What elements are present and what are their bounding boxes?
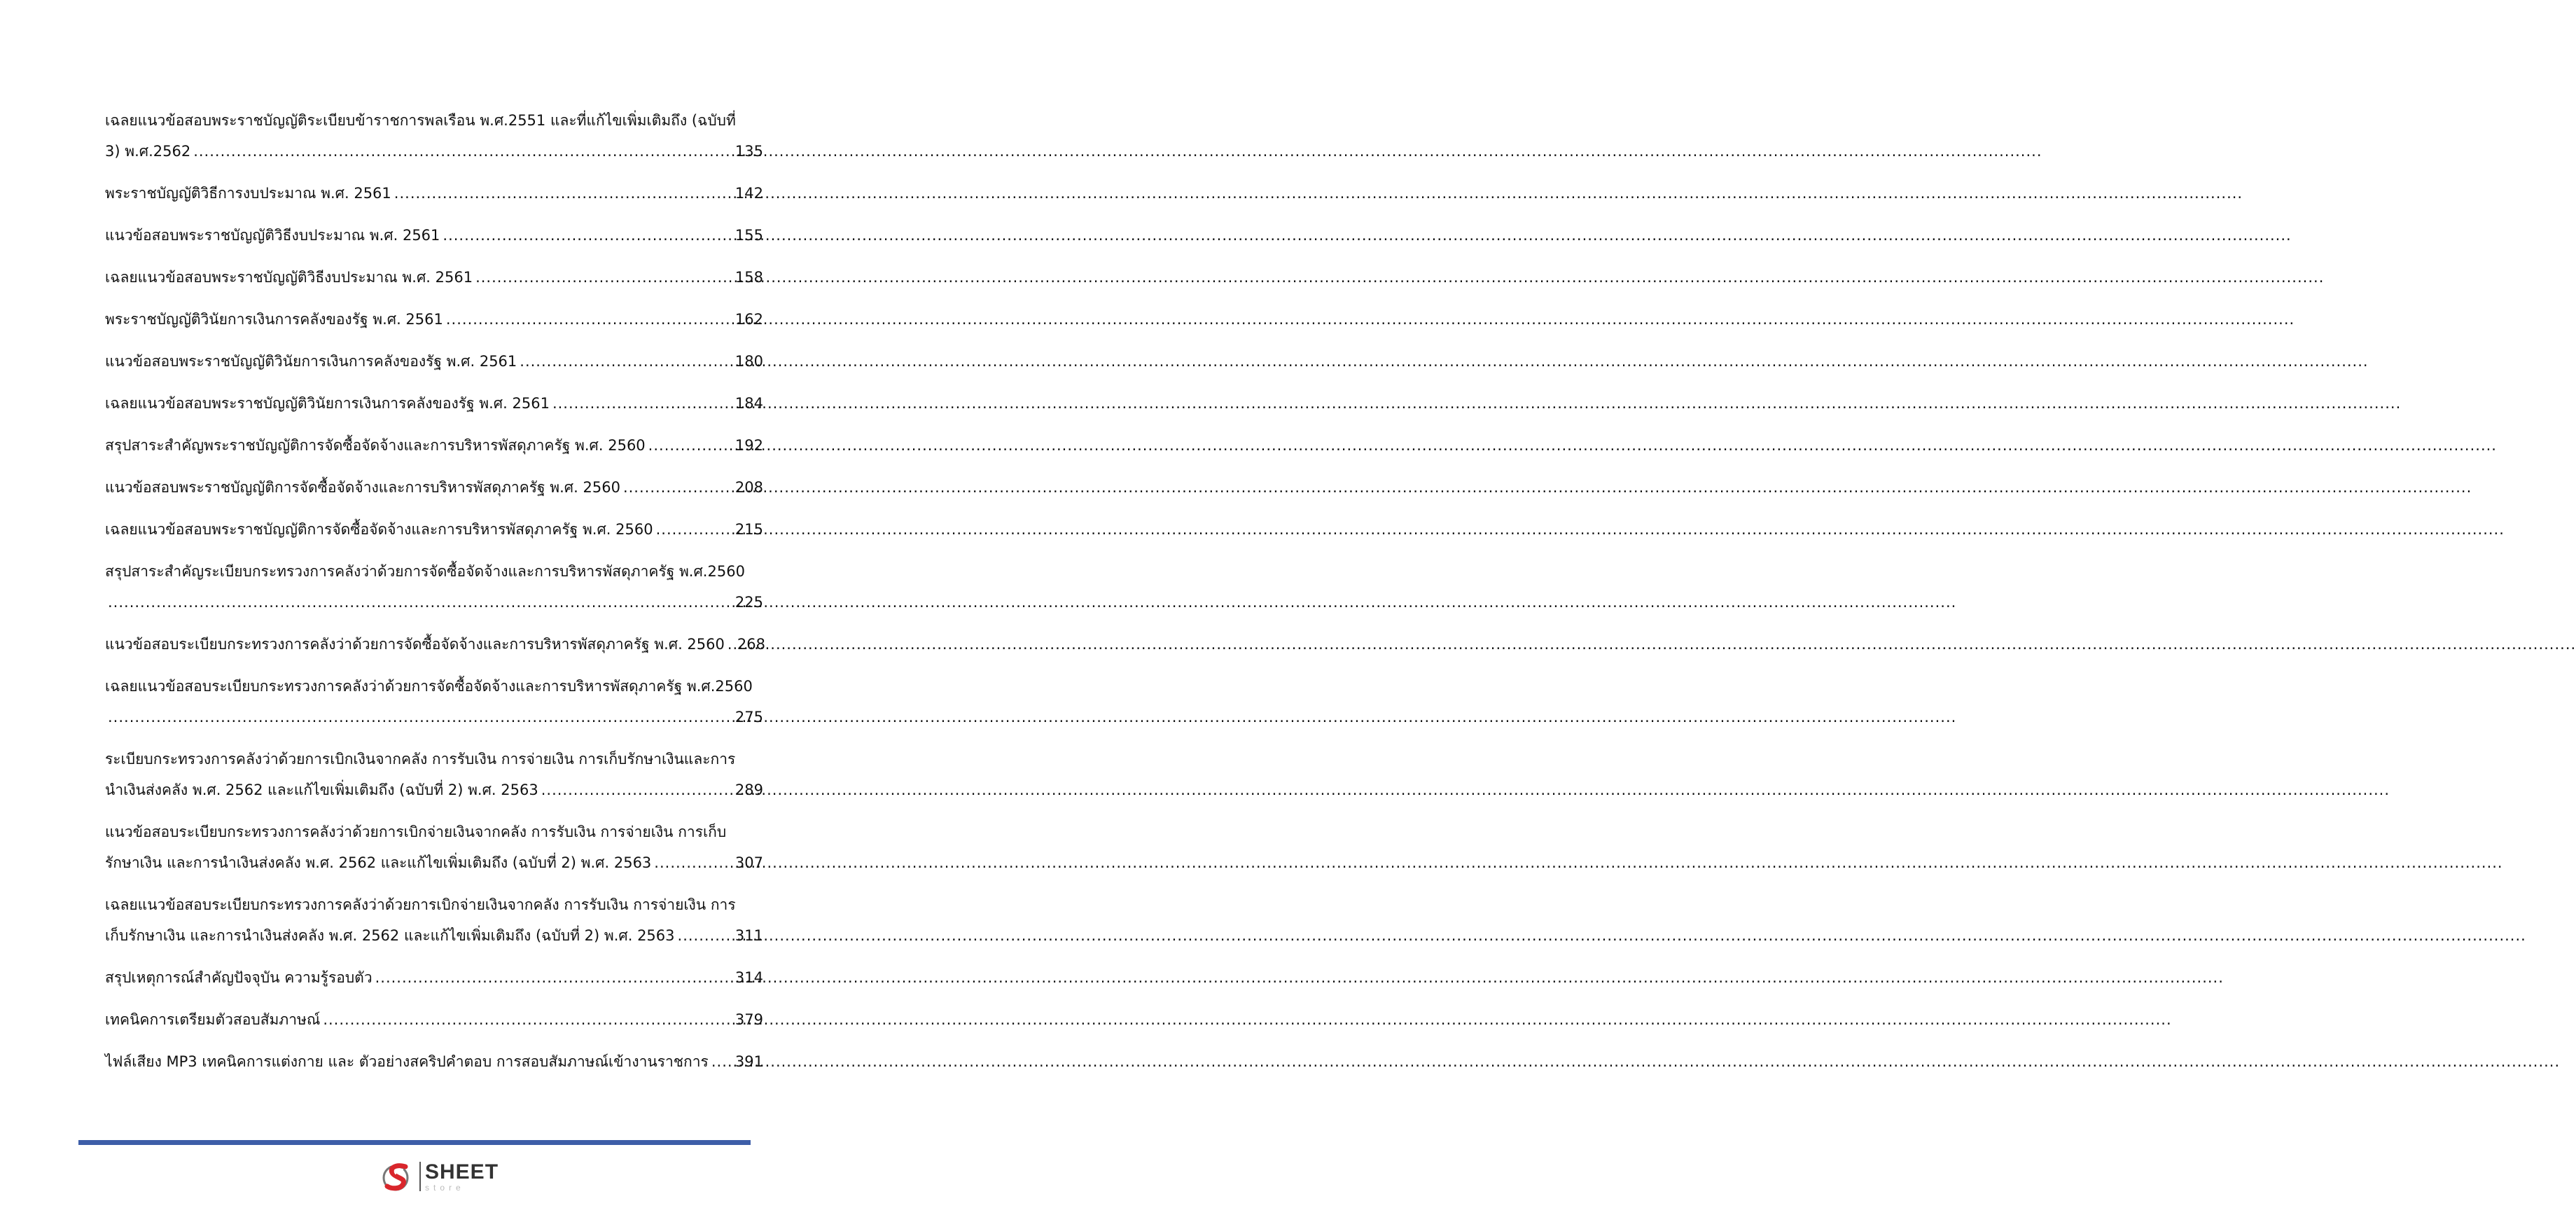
toc-entry[interactable] <box>105 178 763 209</box>
logo-separator <box>419 1162 421 1191</box>
toc-entry[interactable] <box>105 220 763 251</box>
toc-entry[interactable] <box>105 556 763 618</box>
logo-text <box>425 1162 499 1192</box>
toc-leader-dots <box>648 430 732 461</box>
toc-page-number: 391 <box>734 1053 763 1070</box>
toc-leader-dots <box>541 775 732 805</box>
toc-entry-title: เฉลยแนวข้อสอบระเบียบกระทรวงการคลังว่าด้วยการเบิกจ่ายเงินจากคลัง การรับเงิน การจ่ายเงิน การ <box>105 896 736 913</box>
toc-page-number: 289 <box>734 782 763 798</box>
toc-entry-title: แนวข้อสอบพระราชบัญญัติวินัยการเงินการคลังของรัฐ พ.ศ. 2561 <box>105 353 517 370</box>
toc-page-number: 268 <box>737 636 765 653</box>
toc-page-number: 142 <box>734 185 763 202</box>
toc-page-number: 215 <box>734 521 763 538</box>
toc-entry[interactable] <box>105 105 763 167</box>
toc-entry[interactable] <box>105 304 763 335</box>
footer-rule <box>78 1140 751 1145</box>
toc-leader-dots <box>323 1004 732 1035</box>
toc-entry-title: สรุปเหตุการณ์สำคัญปัจจุบัน ความรู้รอบตัว <box>105 969 373 986</box>
toc-entry[interactable] <box>105 1004 763 1035</box>
toc-entry-title: สรุปสาระสำคัญระเบียบกระทรวงการคลังว่าด้วยการจัดซื้อจัดจ้างและการบริหารพัสดุภาครัฐ พ.ศ.2560 <box>105 563 745 580</box>
toc-entry-title: แนวข้อสอบพระราชบัญญัติการจัดซื้อจัดจ้างและการบริหารพัสดุภาครัฐ พ.ศ. 2560 <box>105 479 620 496</box>
toc-leader-dots <box>656 514 732 545</box>
toc-leader-dots <box>193 136 732 167</box>
toc-page-number: 208 <box>734 479 763 496</box>
toc-leader-dots <box>375 962 732 993</box>
toc-entry[interactable] <box>105 962 763 993</box>
toc-leader-dots <box>443 220 732 251</box>
toc-entry[interactable] <box>105 744 763 805</box>
toc-entry[interactable] <box>105 388 763 419</box>
toc-entry-title: พระราชบัญญัติวิธีการงบประมาณ พ.ศ. 2561 <box>105 185 391 202</box>
toc-leader-dots <box>394 178 732 209</box>
sheet-store-logo <box>382 1159 501 1194</box>
toc-page-number: 314 <box>734 969 763 986</box>
toc-leader-dots <box>654 847 732 878</box>
toc-entry[interactable] <box>105 346 763 377</box>
toc-entry-title: ไฟล์เสียง MP3 เทคนิคการแต่งกาย และ ตัวอย่างสคริปคำตอบ การสอบสัมภาษณ์เข้างานราชการ <box>105 1053 709 1070</box>
logo-word: SHEET <box>425 1160 499 1183</box>
toc-page-number: 184 <box>734 395 763 412</box>
toc-leader-dots <box>520 346 732 377</box>
toc-leader-dots <box>711 1046 732 1077</box>
toc-entry-title: สรุปสาระสำคัญพระราชบัญญัติการจัดซื้อจัดจ้างและการบริหารพัสดุภาครัฐ พ.ศ. 2560 <box>105 437 646 454</box>
toc-page-number: 225 <box>734 594 763 611</box>
toc-entry[interactable] <box>105 889 763 951</box>
toc-entry[interactable] <box>105 514 763 545</box>
toc-entry[interactable] <box>105 629 763 660</box>
toc-page-number: 180 <box>734 353 763 370</box>
toc-page-number: 135 <box>734 143 763 160</box>
toc-entry[interactable] <box>105 671 763 732</box>
toc-entry-title: พระราชบัญญัติวินัยการเงินการคลังของรัฐ พ.ศ. 2561 <box>105 311 443 328</box>
toc-entry-title: แนวข้อสอบระเบียบกระทรวงการคลังว่าด้วยการเบิกจ่ายเงินจากคลัง การรับเงิน การจ่ายเงิน การเก็บ <box>105 824 727 840</box>
table-of-contents <box>105 105 763 1088</box>
toc-entry-title: เทคนิคการเตรียมตัวสอบสัมภาษณ์ <box>105 1011 321 1028</box>
toc-entry-title: เฉลยแนวข้อสอบพระราชบัญญัติวิธีงบประมาณ พ.ศ. 2561 <box>105 269 473 286</box>
toc-page-number: 275 <box>734 709 763 725</box>
logo-mark-icon <box>382 1160 415 1193</box>
toc-entry-title: แนวข้อสอบระเบียบกระทรวงการคลังว่าด้วยการจัดซื้อจัดจ้างและการบริหารพัสดุภาครัฐ พ.ศ. 2560 <box>105 636 725 653</box>
toc-leader-dots <box>475 262 732 293</box>
toc-leader-dots <box>623 472 732 503</box>
toc-page-number: 192 <box>734 437 763 454</box>
toc-entry-title: เฉลยแนวข้อสอบพระราชบัญญัติการจัดซื้อจัดจ้างและการบริหารพัสดุภาครัฐ พ.ศ. 2560 <box>105 521 653 538</box>
toc-entry[interactable] <box>105 262 763 293</box>
toc-page-number: 162 <box>734 311 763 328</box>
toc-leader-dots <box>678 920 732 951</box>
toc-entry-title: นำเงินส่งคลัง พ.ศ. 2562 และแก้ไขเพิ่มเติมถึง (ฉบับที่ 2) พ.ศ. 2563 <box>105 782 538 798</box>
toc-entry[interactable] <box>105 472 763 503</box>
toc-page-number: 307 <box>734 854 763 871</box>
toc-entry-title: เก็บรักษาเงิน และการนำเงินส่งคลัง พ.ศ. 2562 และแก้ไขเพิ่มเติมถึง (ฉบับที่ 2) พ.ศ. 2563 <box>105 927 675 944</box>
toc-entry-title: เฉลยแนวข้อสอบพระราชบัญญัติวินัยการเงินการคลังของรัฐ พ.ศ. 2561 <box>105 395 550 412</box>
toc-entry[interactable] <box>105 430 763 461</box>
toc-leader-dots <box>108 587 732 618</box>
toc-entry-title: ระเบียบกระทรวงการคลังว่าด้วยการเบิกเงินจากคลัง การรับเงิน การจ่ายเงิน การเก็บรักษาเงินและการ <box>105 751 736 768</box>
toc-entry-title: รักษาเงิน และการนำเงินส่งคลัง พ.ศ. 2562 และแก้ไขเพิ่มเติมถึง (ฉบับที่ 2) พ.ศ. 2563 <box>105 854 652 871</box>
toc-entry[interactable] <box>105 817 763 878</box>
toc-leader-dots <box>108 702 732 732</box>
toc-leader-dots <box>446 304 732 335</box>
toc-entry-title: เฉลยแนวข้อสอบพระราชบัญญัติระเบียบข้าราชการพลเรือน พ.ศ.2551 และที่แก้ไขเพิ่มเติมถึง (ฉบับที่ <box>105 112 736 129</box>
toc-entry[interactable] <box>105 1046 763 1077</box>
toc-leader-dots <box>727 629 734 660</box>
toc-entry-title: เฉลยแนวข้อสอบระเบียบกระทรวงการคลังว่าด้วยการจัดซื้อจัดจ้างและการบริหารพัสดุภาครัฐ พ.ศ.2560 <box>105 678 753 695</box>
toc-page-number: 311 <box>734 927 763 944</box>
toc-page-number: 158 <box>734 269 763 286</box>
logo-subword: store <box>425 1182 465 1193</box>
toc-page-number: 379 <box>734 1011 763 1028</box>
toc-entry-title: แนวข้อสอบพระราชบัญญัติวิธีงบประมาณ พ.ศ. 2561 <box>105 227 440 244</box>
toc-page-number: 155 <box>734 227 763 244</box>
toc-leader-dots <box>552 388 732 419</box>
toc-entry-title: 3) พ.ศ.2562 <box>105 143 191 160</box>
